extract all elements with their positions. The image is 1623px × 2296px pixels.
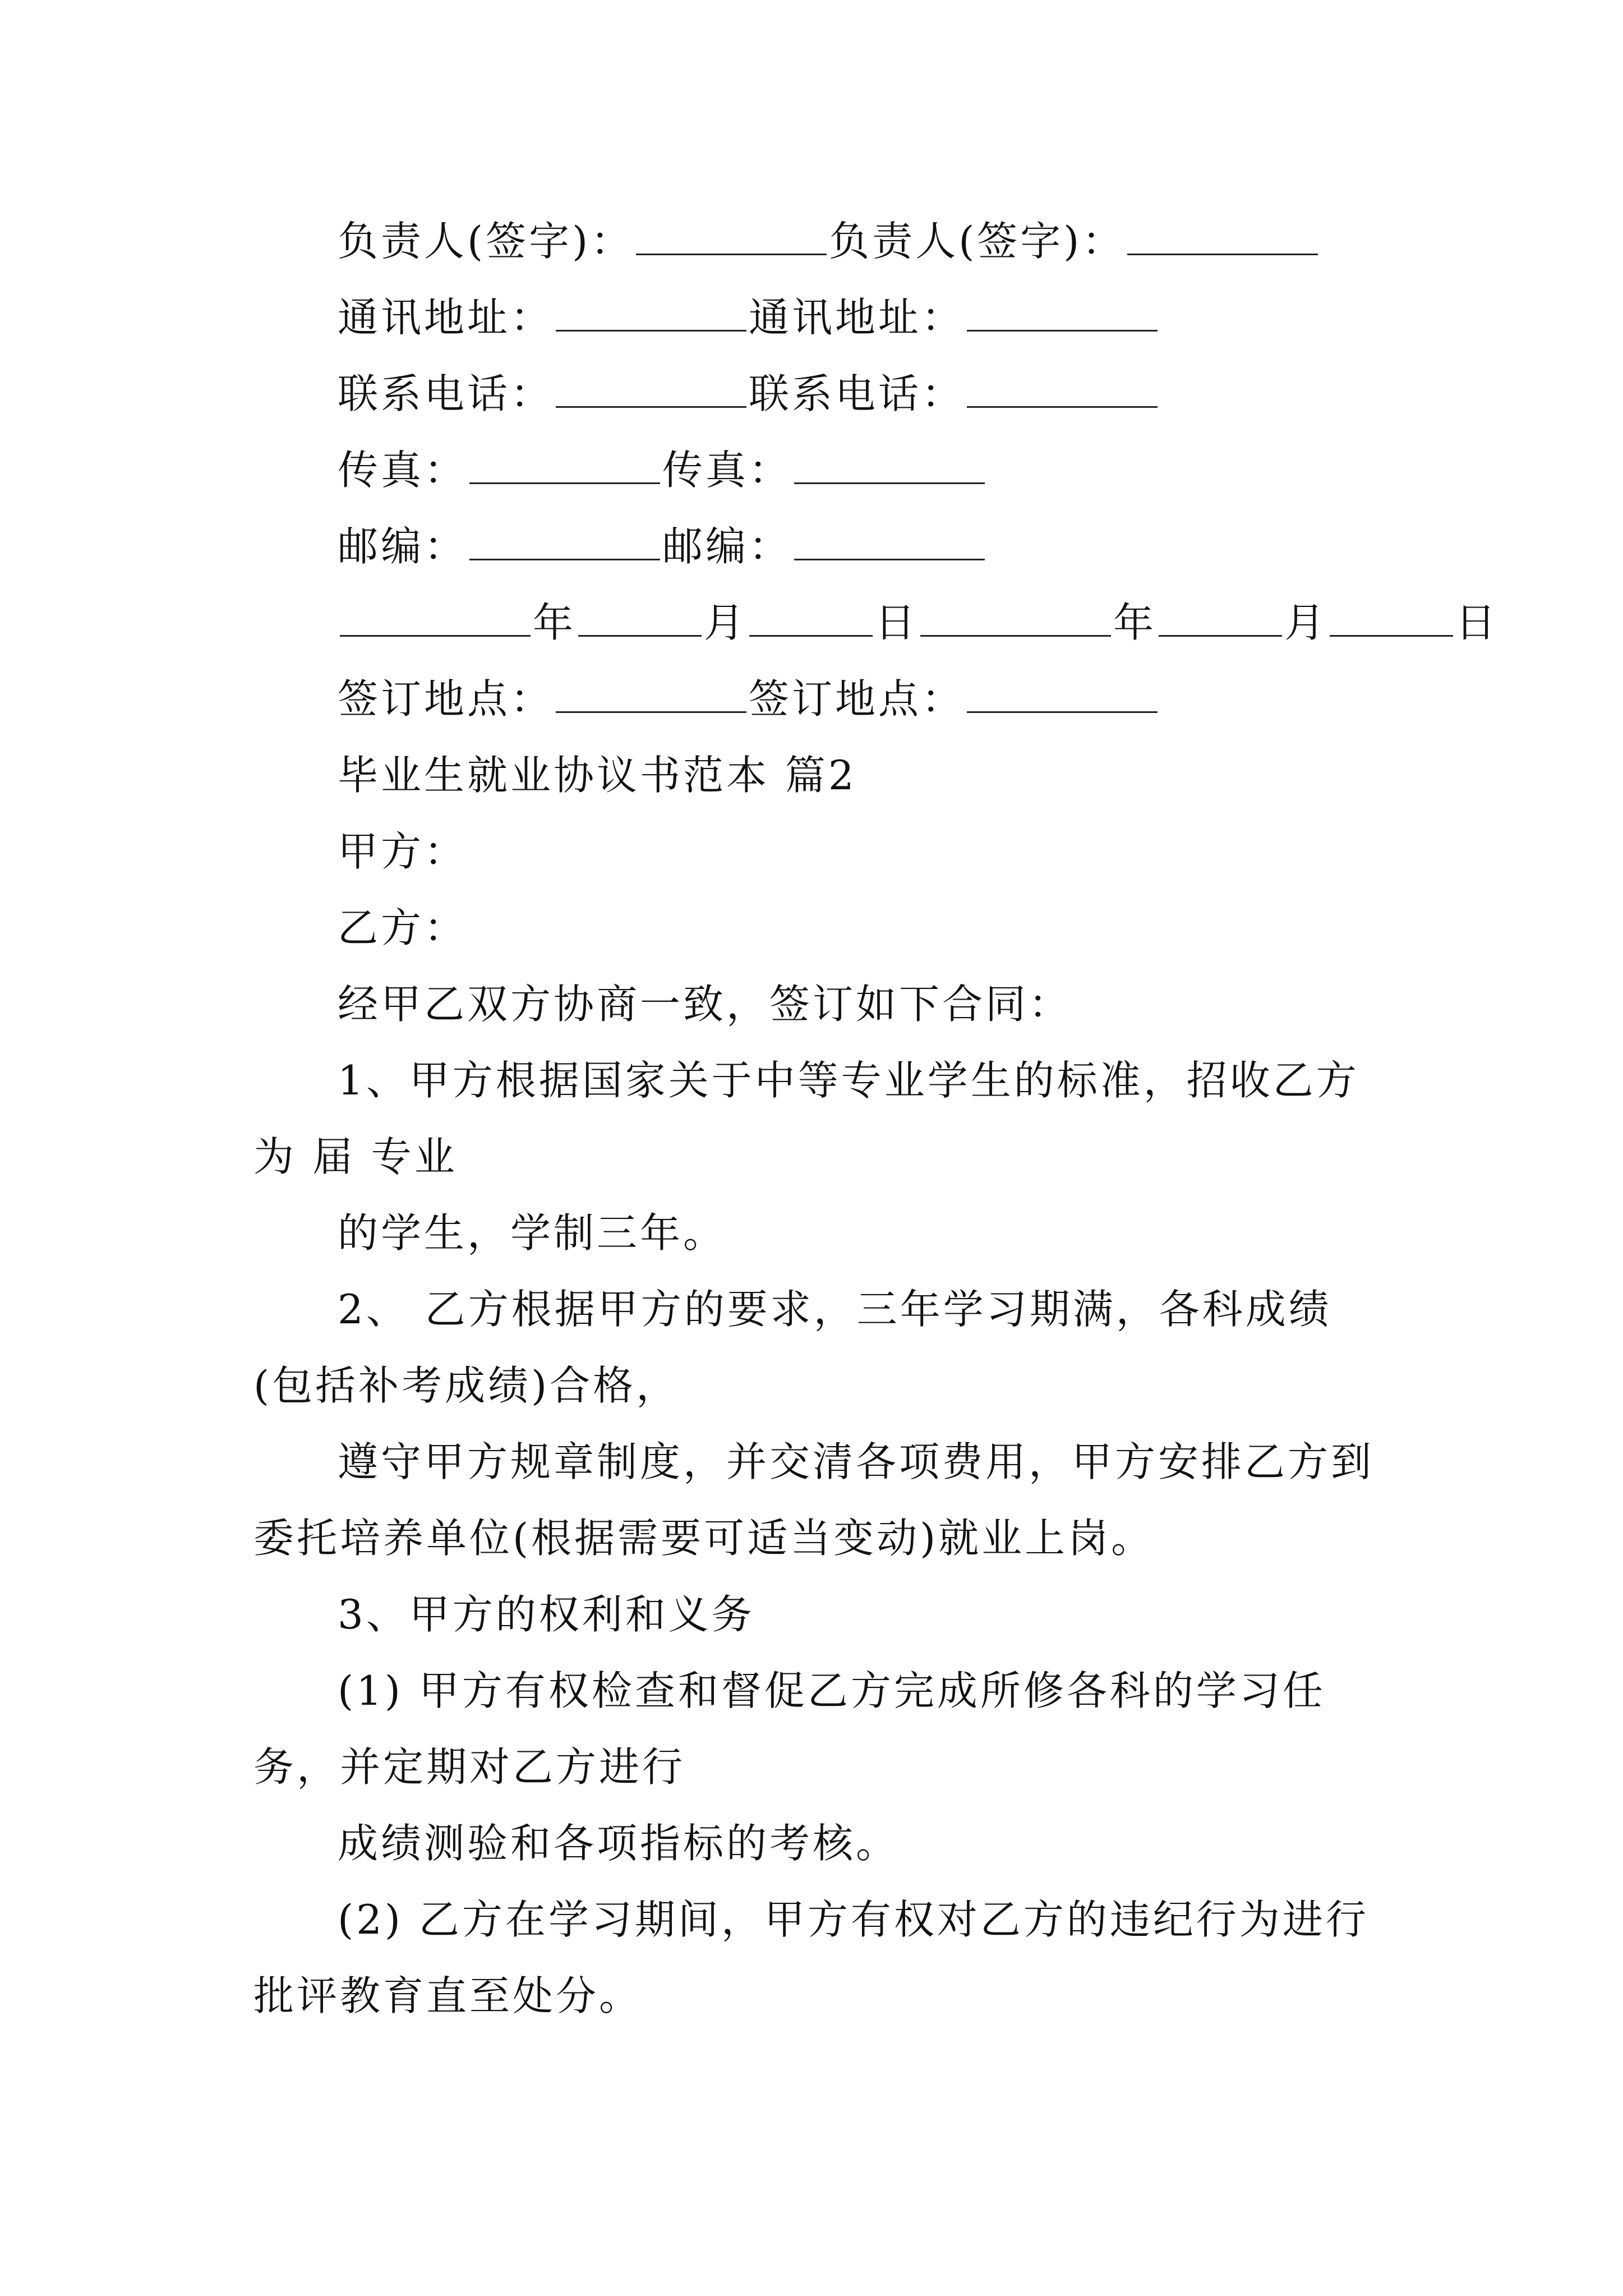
phone-label-right: 联系电话： xyxy=(749,370,965,417)
clause-1-part-b: 的学生，学制三年。 xyxy=(338,1209,727,1257)
fax-blank-right xyxy=(794,448,985,484)
day-blank-right xyxy=(1330,600,1453,637)
address-label-right: 通讯地址： xyxy=(749,294,965,341)
signature-row-fax xyxy=(253,432,1389,508)
day-label-right: 日 xyxy=(1455,599,1499,646)
year-label-left: 年 xyxy=(533,599,577,646)
clause-2-part-a: 2、 乙方根据甲方的要求，三年学习期满，各科成绩(包括补考成绩)合格， xyxy=(253,1286,1332,1409)
phone-label-left: 联系电话： xyxy=(338,370,554,417)
signature-row-address xyxy=(253,279,1389,356)
postcode-label-right: 邮编： xyxy=(662,523,792,570)
section-heading: 毕业生就业协议书范本 篇2 xyxy=(338,752,857,799)
phone-blank-left xyxy=(556,371,746,408)
day-label-left: 日 xyxy=(875,599,919,646)
phone-blank-right xyxy=(967,371,1158,408)
place-label-left: 签订地点： xyxy=(338,675,554,723)
clause-1-part-a: 1、甲方根据国家关于中等专业学生的标准，招收乙方为 届 专业 xyxy=(253,1057,1359,1180)
fax-label-left: 传真： xyxy=(338,447,468,494)
clause-3-1-part-a: (1) 甲方有权检查和督促乙方完成所修各科的学习任务，并定期对乙方进行 xyxy=(253,1667,1326,1791)
year-blank-left xyxy=(340,600,531,637)
party-b-label: 乙方： xyxy=(338,904,468,951)
month-label-right: 月 xyxy=(1284,599,1328,646)
day-blank-left xyxy=(749,600,873,637)
month-blank-right xyxy=(1159,600,1282,637)
clause-3-1-part-b: 成绩测验和各项指标的考核。 xyxy=(338,1820,900,1867)
signature-row-phone xyxy=(253,356,1389,432)
responsible-label-left: 负责人(签字)： xyxy=(338,218,634,265)
place-blank-left xyxy=(556,677,746,713)
signature-row-place xyxy=(253,661,1389,737)
postcode-blank-right xyxy=(794,524,985,560)
address-blank-left xyxy=(556,295,746,332)
signature-row-responsible xyxy=(253,203,1389,279)
month-label-left: 月 xyxy=(704,599,748,646)
clause-3-2: (2) 乙方在学习期间，甲方有权对乙方的违纪行为进行批评教育直至处分。 xyxy=(253,1896,1369,2019)
signature-row-date xyxy=(253,585,1499,661)
clause-3-title: 3、甲方的权利和义务 xyxy=(338,1591,755,1638)
responsible-blank-left xyxy=(636,219,827,255)
place-label-right: 签订地点： xyxy=(749,675,965,723)
clause-2-part-b: 遵守甲方规章制度，并交清各项费用，甲方安排乙方到委托培养单位(根据需要可适当变动)就业上岗。 xyxy=(253,1438,1375,1562)
address-blank-right xyxy=(967,295,1158,332)
document-content xyxy=(253,203,1499,2034)
responsible-label-right: 负责人(签字)： xyxy=(829,218,1126,265)
fax-label-right: 传真： xyxy=(662,447,792,494)
year-blank-right xyxy=(920,600,1111,637)
responsible-blank-right xyxy=(1127,219,1318,255)
address-label-left: 通讯地址： xyxy=(338,294,554,341)
fax-blank-left xyxy=(469,448,660,484)
month-blank-left xyxy=(578,600,702,637)
postcode-label-left: 邮编： xyxy=(338,523,468,570)
signature-row-postcode xyxy=(253,508,1389,585)
party-a-label: 甲方： xyxy=(338,828,468,875)
year-label-right: 年 xyxy=(1113,599,1157,646)
postcode-blank-left xyxy=(469,524,660,560)
intro-paragraph: 经甲乙双方协商一致，签订如下合同： xyxy=(338,981,1072,1028)
place-blank-right xyxy=(967,677,1158,713)
